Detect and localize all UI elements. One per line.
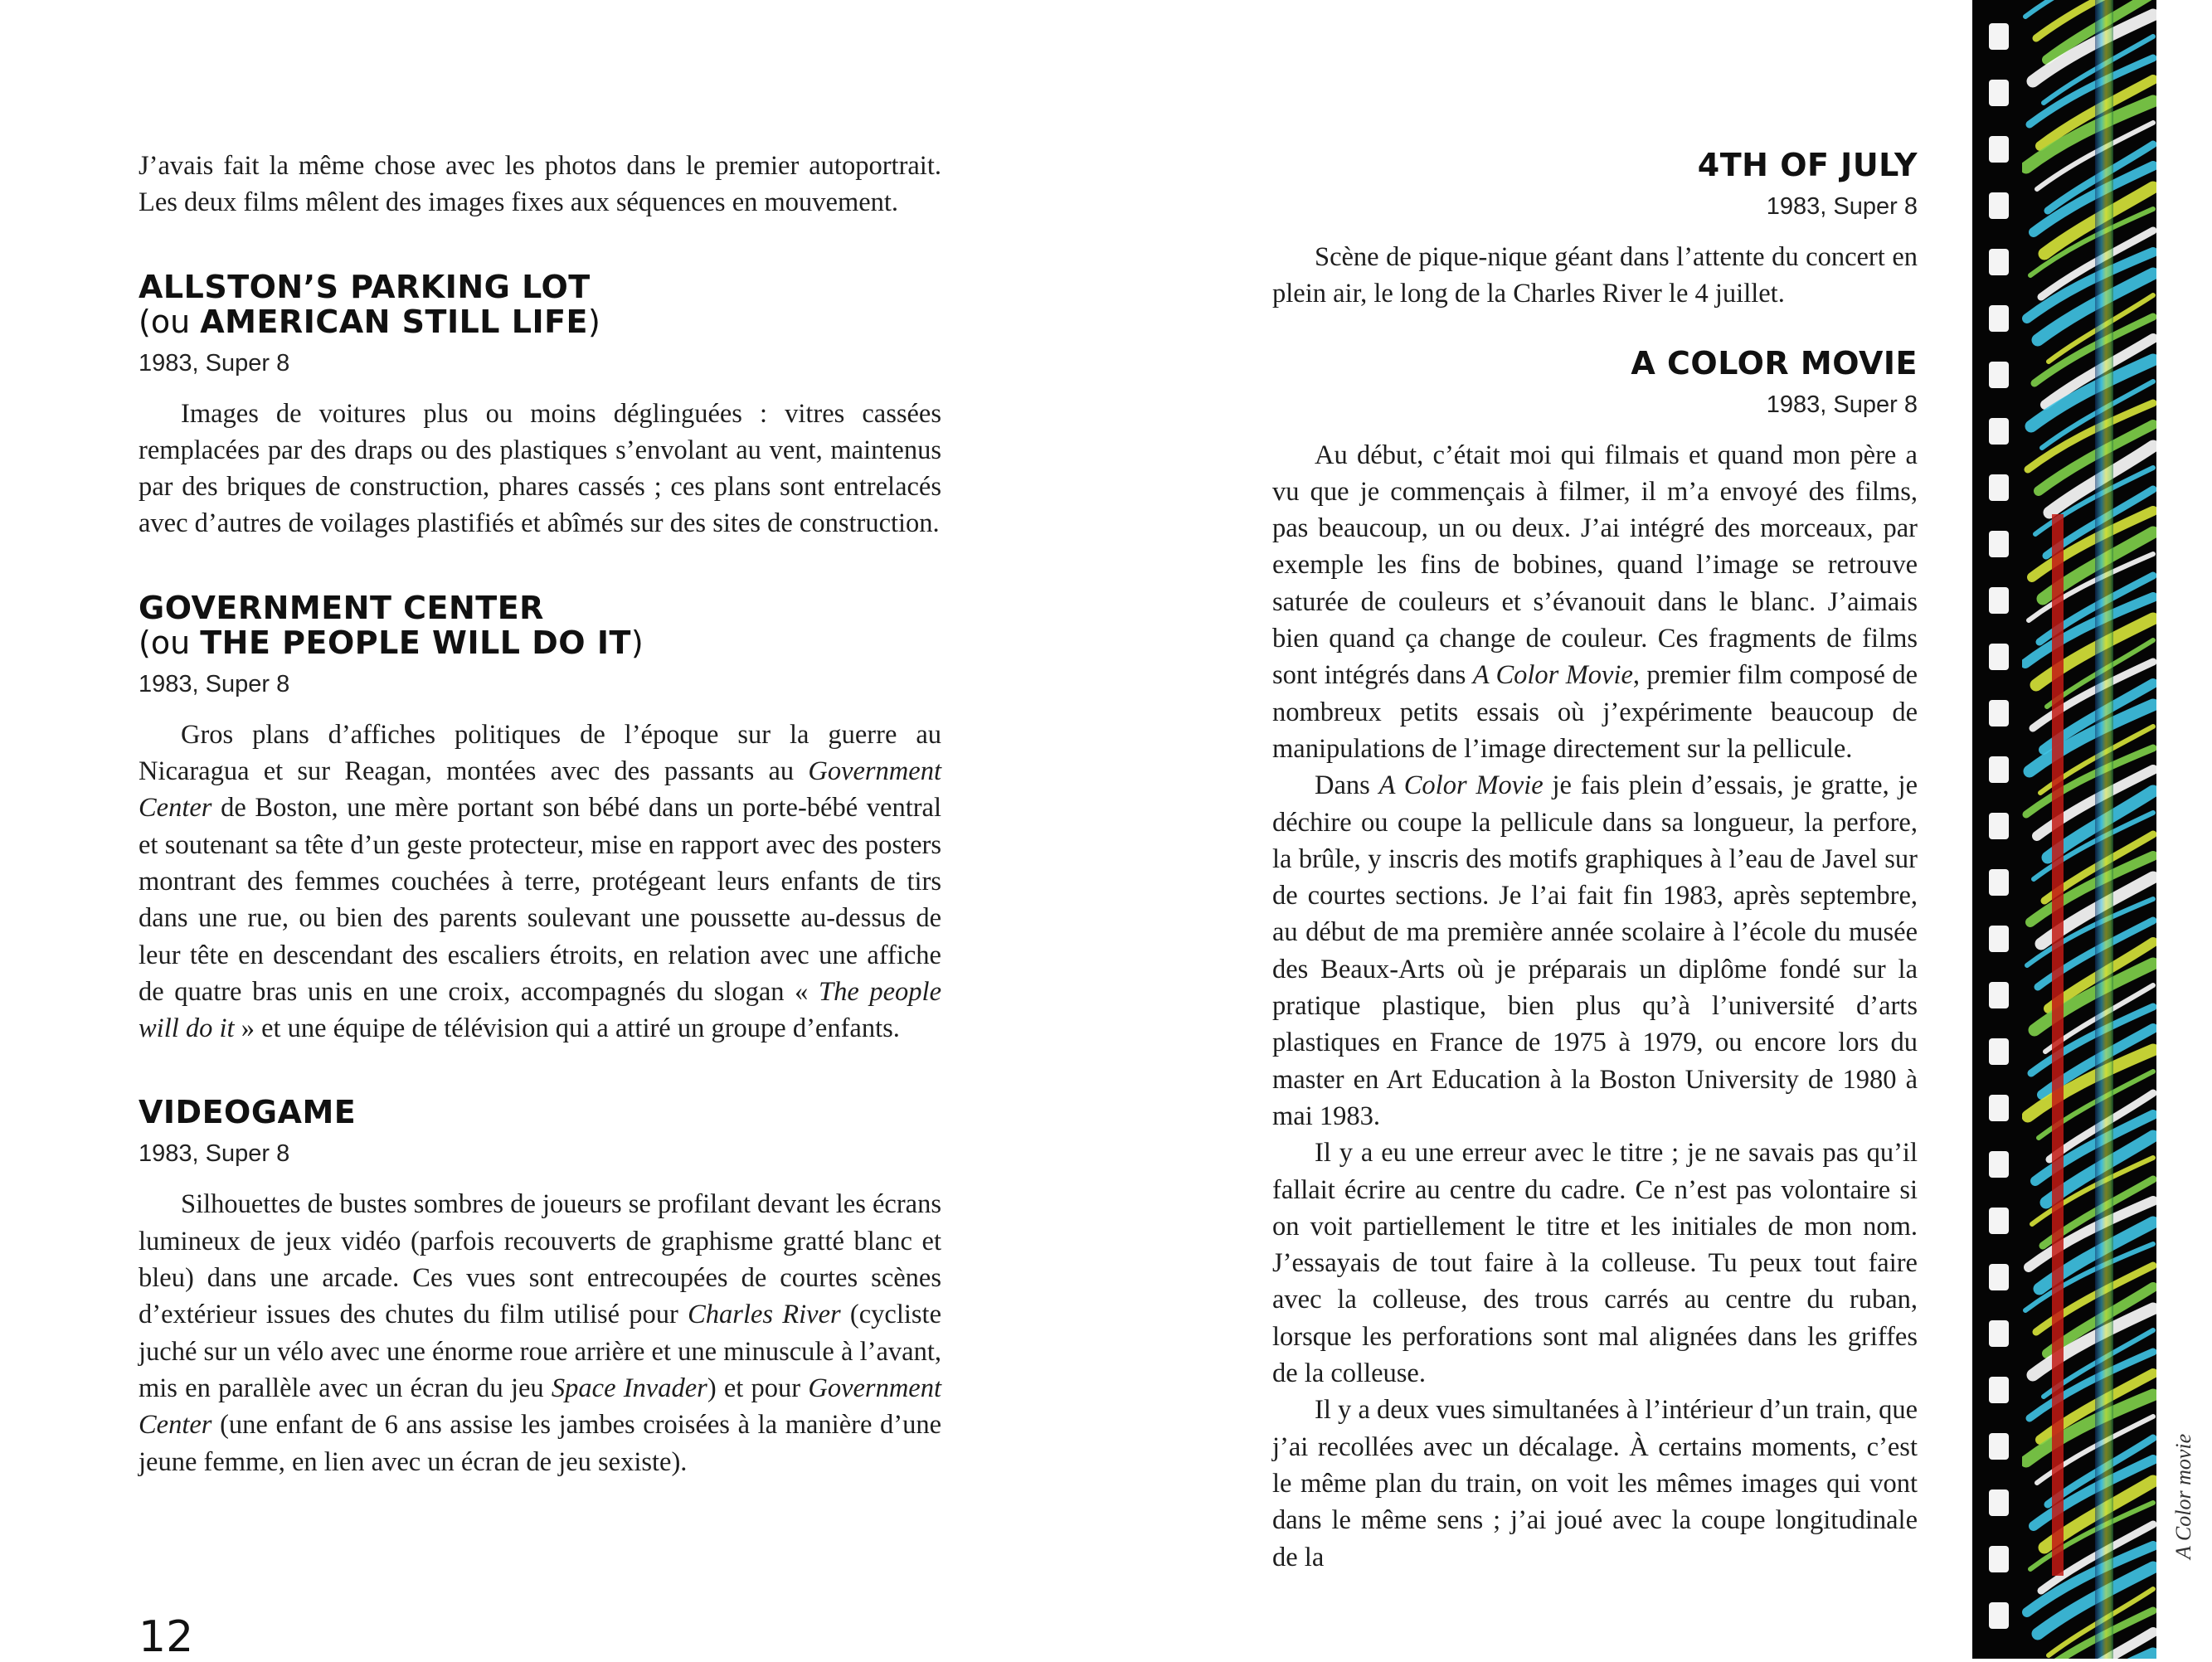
text-run: Silhouettes de bustes sombres de joueurs se profilant devant les écrans lumineux de jeux vidéo (parfois recouverts de graphisme gratté blanc et bleu) dans une arcade. Ces vues sont entrecoupées de courtes scènes d’extérieur issues des chutes du film utilisé pour	[139, 1189, 941, 1330]
sprocket-hole	[1989, 1208, 2009, 1234]
italic-run: Space Invader	[551, 1373, 707, 1403]
sprocket-hole	[1989, 700, 2009, 727]
text-run: (cycliste juché sur un vélo avec une énorme roue arrière et une minuscule à l’avant, mis en parallèle avec un écran du jeu	[139, 1300, 941, 1403]
sprocket-hole	[1989, 1546, 2009, 1572]
entry-title: GOVERNMENT CENTER	[139, 589, 544, 626]
sprocket-hole	[1989, 982, 2009, 1008]
italic-run: A Color Movie	[1472, 660, 1633, 691]
sprocket-hole	[1989, 1377, 2009, 1403]
sprocket-hole	[1989, 1602, 2009, 1629]
sprocket-hole	[1989, 249, 2009, 275]
entry-title: A COLOR MOVIE	[1631, 344, 1918, 381]
sprocket-hole	[1989, 474, 2009, 501]
sprocket-holes	[1989, 0, 2012, 1659]
alt-suffix: )	[630, 624, 644, 661]
text-run: , premier film composé de nombreux petits essais où j’expérimente beaucoup de manipulations de l’image directement sur la pellicule.	[1272, 660, 1918, 764]
entry-meta: 1983, Super 8	[139, 1140, 290, 1168]
entry-allstons-parking-lot	[139, 270, 941, 542]
entry-description: Scène de pique-nique géant dans l’attente du concert en plein air, le long de la Charles River le 4 juillet.	[1272, 242, 1918, 309]
text-run: Gros plans d’affiches politiques de l’époque sur la guerre au Nicaragua et sur Reagan, montées avec des passants au	[139, 719, 941, 787]
film-scratches-graphic	[2022, 0, 2156, 1659]
sprocket-hole	[1989, 756, 2009, 783]
text-run: ) et pour	[707, 1373, 809, 1403]
italic-run: Government Center	[139, 756, 941, 824]
paragraph-2	[1272, 767, 1918, 1135]
paragraph-1	[1272, 437, 1918, 768]
sprocket-hole	[1989, 1151, 2009, 1178]
entry-description	[139, 717, 941, 1047]
sprocket-hole	[1989, 305, 2009, 332]
sprocket-hole	[1989, 1489, 2009, 1516]
paragraph-4: Il y a deux vues simultanées à l’intérieur d’un train, que j’ai recollées avec un décalage. À certains moments, c’est le même plan du train, on voit les mêmes images qui vont dans le même sens ; j’ai joué avec la coupe longitudinale de la	[1272, 1395, 1918, 1572]
sprocket-hole	[1989, 1038, 2009, 1065]
italic-run: Government Center	[139, 1373, 942, 1441]
sprocket-hole	[1989, 192, 2009, 219]
entry-alt-title	[139, 304, 941, 339]
entry-title: VIDEOGAME	[139, 1094, 357, 1131]
image-caption: A Color movie	[2171, 1433, 2195, 1559]
sprocket-hole	[1989, 23, 2009, 50]
sprocket-hole	[1989, 813, 2009, 839]
alt-title-text: THE PEOPLE WILL DO IT	[200, 624, 631, 661]
sprocket-hole	[1989, 644, 2009, 670]
entry-government-center	[139, 590, 941, 1047]
text-run: (une enfant de 6 ans assise les jambes croisées à la manière d’une jeune femme, en lien avec un écran de jeu sexiste).	[139, 1410, 941, 1477]
entry-videogame	[139, 1095, 941, 1480]
right-page-column	[1272, 148, 1918, 1576]
sprocket-hole	[1989, 1433, 2009, 1460]
sprocket-hole	[1989, 1320, 2009, 1347]
text-run: » et une équipe de télévision qui a attiré un groupe d’enfants.	[234, 1013, 900, 1044]
italic-run: Charles River	[688, 1300, 841, 1330]
text-run: Dans	[1315, 770, 1379, 801]
film-strip-image	[1972, 0, 2156, 1659]
entry-meta: 1983, Super 8	[1766, 193, 1918, 220]
text-run: Au début, c’était moi qui filmais et quand mon père a vu que je commençais à filmer, il m’a envoyé des films, pas beaucoup, un ou deux. J’ai intégré des morceaux, par exemple les fins de bobines, quand l’image se retrouve saturée de couleurs et s’évanouit dans le blanc. J’aimais bien quand ça change de couleur. Ces fragments de films sont intégrés dans	[1272, 440, 1918, 691]
italic-run: A Color Movie	[1378, 770, 1544, 801]
sprocket-hole	[1989, 418, 2009, 445]
entry-description: Images de voitures plus ou moins déglinguées : vitres cassées remplacées par des draps ou des plastiques s’envolant au vent, maintenus par des briques de construction, phares cassés ; ces plans sont entrelacés avec d’autres de voilages plastifiés et abîmés sur des sites de construction.	[139, 398, 941, 539]
scratch-pattern	[2025, 0, 2153, 1659]
text-run: de Boston, une mère portant son bébé dans un porte-bébé ventral et soutenant sa tête d’un geste protecteur, mise en rapport avec des posters montrant des femmes couchées à terre, protégeant leurs enfants de tirs dans une rue, ou bien des parents soulevant une poussette au-dessus de leur tête en descendant des escaliers étroits, en relation avec une affiche de quatre bras unis en une croix, accompagnés du slogan «	[139, 793, 941, 1007]
entry-meta: 1983, Super 8	[139, 670, 290, 697]
sprocket-hole	[1989, 80, 2009, 106]
sprocket-hole	[1989, 1095, 2009, 1121]
intro-paragraph: J’avais fait la même chose avec les photos dans le premier autoportrait. Les deux films mêlent des images fixes aux séquences en mouvement.	[139, 151, 941, 218]
sprocket-hole	[1989, 136, 2009, 163]
alt-title-text: AMERICAN STILL LIFE	[200, 303, 589, 340]
entry-a-color-movie	[1272, 346, 1918, 1576]
text-run: je fais plein d’essais, je gratte, je déchire ou coupe la pellicule dans sa longueur, la perfore, la brûle, y inscris des motifs graphiques à l’eau de Javel sur de courtes sections. Je l’ai fait fin 1983, après septembre, au début de ma première année scolaire à l’école du musée des Beaux-Arts où je préparais un diplôme fondé sur la pratique plastique, bien plus qu’à l’université d’arts plastiques en France de 1975 à 1979, ou encore lors du master en Art Education à la Boston University de 1980 à mai 1983.	[1272, 770, 1918, 1131]
paragraph-3: Il y a eu une erreur avec le titre ; je ne savais pas qu’il fallait écrire au centre du cadre. Ce n’est pas volontaire si on voit partiellement le titre et les initiales de mon nom. J’essayais de tout faire à la colleuse. Tu peux tout faire avec la colleuse, des trous carrés au centre du ruban, lorsque les perforations sont mal alignées dans les griffes de la colleuse.	[1272, 1138, 1918, 1389]
alt-prefix: (ou	[139, 303, 201, 340]
entry-title: ALLSTON’S PARKING LOT	[139, 268, 591, 305]
sprocket-hole	[1989, 1264, 2009, 1290]
alt-suffix: )	[588, 303, 600, 340]
entry-4th-of-july	[1272, 148, 1918, 313]
entry-title: 4TH OF JULY	[1697, 147, 1918, 183]
sprocket-hole	[1989, 926, 2009, 952]
page-number: 12	[139, 1612, 194, 1662]
entry-alt-title	[139, 625, 941, 660]
entry-description	[139, 1186, 941, 1480]
sprocket-hole	[1989, 362, 2009, 388]
alt-prefix: (ou	[139, 624, 201, 661]
left-page-column	[139, 148, 941, 1480]
sprocket-hole	[1989, 869, 2009, 896]
sprocket-hole	[1989, 587, 2009, 614]
entry-meta: 1983, Super 8	[139, 349, 290, 377]
sprocket-hole	[1989, 531, 2009, 557]
italic-run: The people will do it	[139, 976, 941, 1044]
entry-meta: 1983, Super 8	[1766, 391, 1918, 418]
